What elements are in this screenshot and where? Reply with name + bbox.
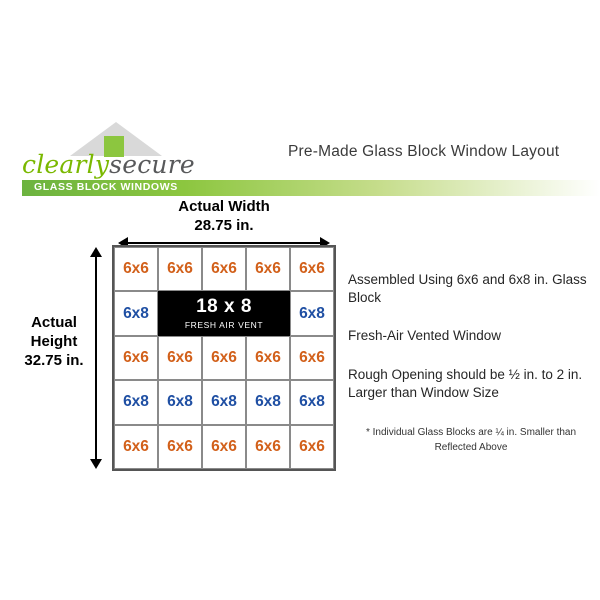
notes-list xyxy=(348,271,588,422)
note-item: Rough Opening should be ½ in. to 2 in. Larger than Window Size xyxy=(348,366,583,400)
glass-block-cell: 6x8 xyxy=(114,380,158,424)
vent-caption: FRESH AIR VENT xyxy=(184,320,264,331)
footnote: * Individual Glass Blocks are ¼ in. Smaller than Reflected Above xyxy=(365,427,577,453)
height-dimension-value: 32.75 in. xyxy=(24,351,84,369)
glass-block-cell: 6x8 xyxy=(158,380,202,424)
glass-block-cell: 6x6 xyxy=(202,336,246,380)
glass-block-cell: 6x8 xyxy=(202,380,246,424)
note-item: Assembled Using 6x6 and 6x8 in. Glass Block xyxy=(348,272,587,306)
glass-block-cell: 6x6 xyxy=(246,336,290,380)
page-title: Pre-Made Glass Block Window Layout xyxy=(288,143,560,160)
glass-block-grid xyxy=(112,245,336,471)
glass-block-cell: 6x6 xyxy=(158,247,202,291)
width-dimension-label xyxy=(110,198,338,236)
note-item: Fresh-Air Vented Window xyxy=(348,328,502,344)
glass-block-cell: 6x8 xyxy=(290,291,334,335)
height-dimension-label xyxy=(18,314,90,370)
fresh-air-vent xyxy=(158,291,290,335)
glass-block-cell: 6x6 xyxy=(114,425,158,469)
glass-block-cell: 6x6 xyxy=(246,247,290,291)
brand-tagline: GLASS BLOCK WINDOWS xyxy=(34,181,178,193)
height-dimension-name-line1: Actual xyxy=(31,314,77,331)
height-arrow-icon xyxy=(90,247,102,469)
glass-block-cell: 6x6 xyxy=(290,425,334,469)
glass-block-cell: 6x6 xyxy=(114,247,158,291)
glass-block-cell: 6x8 xyxy=(246,380,290,424)
glass-block-cell: 6x8 xyxy=(290,380,334,424)
brand-wordmark xyxy=(22,150,195,180)
brand-name-part1: clearly xyxy=(22,150,110,179)
vent-size-label: 18 x 8 xyxy=(196,296,252,318)
width-dimension-value: 28.75 in. xyxy=(194,216,254,234)
glass-block-cell: 6x6 xyxy=(158,425,202,469)
brand-name-part2: secure xyxy=(109,150,195,179)
glass-block-cell: 6x6 xyxy=(202,247,246,291)
glass-block-cell: 6x6 xyxy=(246,425,290,469)
glass-block-cell: 6x6 xyxy=(158,336,202,380)
height-dimension-name-line2: Height xyxy=(30,332,78,350)
brand-logo xyxy=(22,122,195,193)
glass-block-cell: 6x6 xyxy=(202,425,246,469)
glass-block-cell: 6x6 xyxy=(290,336,334,380)
width-dimension-name: Actual Width xyxy=(178,198,270,215)
glass-block-cell: 6x6 xyxy=(290,247,334,291)
glass-block-cell: 6x6 xyxy=(114,336,158,380)
glass-block-cell: 6x8 xyxy=(114,291,158,335)
